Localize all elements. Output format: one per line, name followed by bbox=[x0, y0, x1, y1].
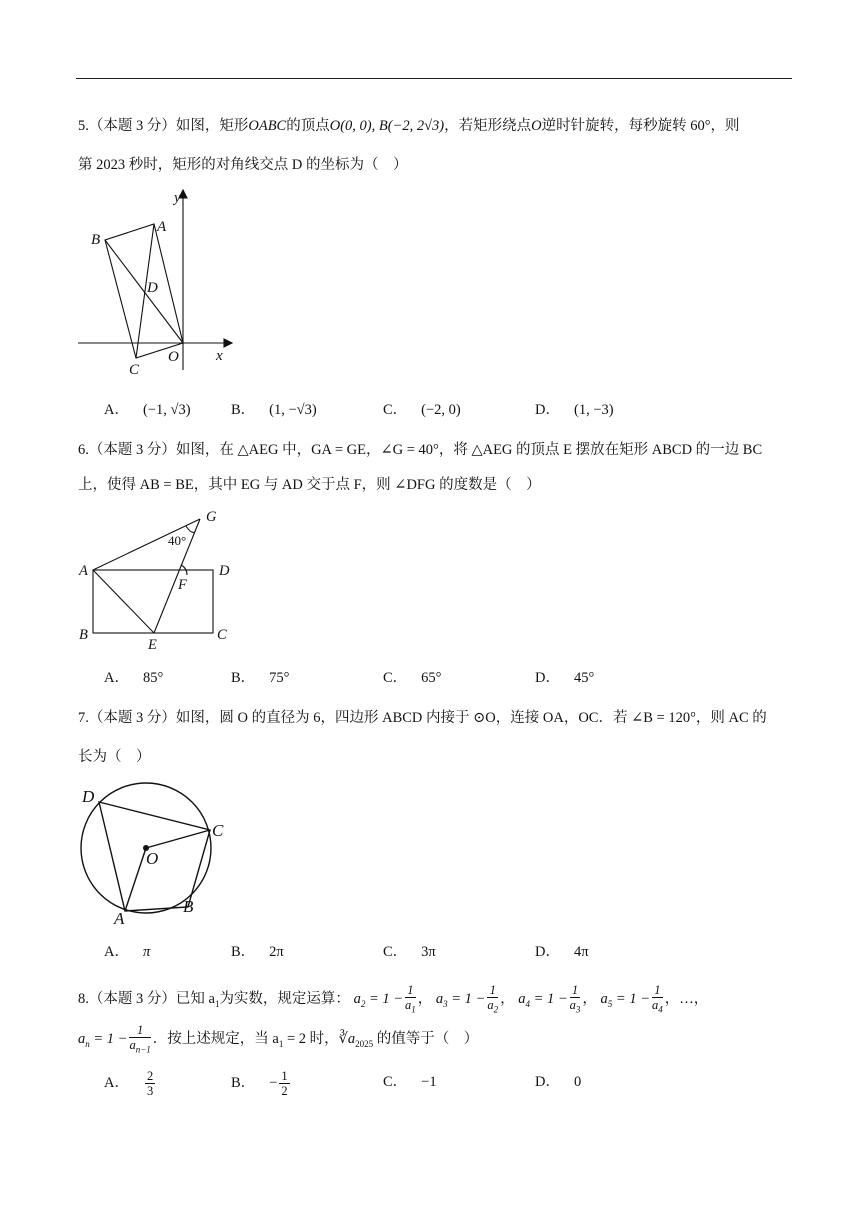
q6-label-a: A bbox=[79, 563, 88, 579]
q7-figure bbox=[70, 780, 240, 935]
q5-text-a: 5.（本题 3 分）如图，矩形 bbox=[78, 118, 249, 134]
q8-formula-a5: $a_5 = 1$ − $\frac{1}{a_4}$ bbox=[600, 982, 663, 1015]
q6-label-angle: 40° bbox=[168, 533, 187, 548]
q7-option-a[interactable]: A． π bbox=[104, 944, 151, 960]
q5-x-arrow bbox=[224, 339, 232, 347]
q8-cube-root: ∛a bbox=[338, 1031, 356, 1047]
q8-text-line1: 8.（本题 3 分）已知 $a_1$为实数，规定运算： $a_2 = 1$ − $\frac{1}{a_1}$ ， $a_3 = 1$ − $\frac{1}{a_2}$ ， $a_4 = 1$ − $\frac{1}{a_3}$ ， $a_5 = 1$ − $\frac{1}{a_4}$ ，…， bbox=[78, 982, 709, 1015]
q8-text-line2: $a_n = 1$ − $\frac{1}{a_{n-1}}$ ．按上述规定，当 $a_1 = 2$ 时，$∛a_{2025}$ 的值等于（ ） bbox=[78, 1022, 479, 1055]
q7-text-line2: 长为（ ） bbox=[78, 749, 151, 765]
q6-text-line2: 上，使得 AB = BE，其中 EG 与 AD 交于点 F，则 ∠DFG 的度数是（ ） bbox=[78, 477, 541, 493]
q6-figure bbox=[75, 505, 245, 655]
q7-text-line1: 7.（本题 3 分）如图，圆 O 的直径为 6，四边形 ABCD 内接于 ⊙O，连接 OA，OC．若 ∠B = 120°，则 AC 的 bbox=[78, 710, 767, 726]
q5-label-d: D bbox=[147, 280, 158, 296]
q5-figure bbox=[70, 180, 250, 380]
q7-label-o: O bbox=[146, 849, 159, 868]
q6-side-ae bbox=[93, 570, 154, 633]
q8-formula-a4: $a_4 = 1$ − $\frac{1}{a_3}$ bbox=[518, 982, 581, 1015]
q7-radius-oc bbox=[146, 830, 210, 848]
q7-radius-oa bbox=[125, 848, 146, 911]
q5-label-o: O bbox=[168, 349, 179, 365]
q7-option-c[interactable]: C． 3π bbox=[383, 944, 436, 960]
q5-label-a: A bbox=[157, 219, 167, 235]
q7-label-d: D bbox=[82, 787, 95, 806]
q7-option-b[interactable]: B． 2π bbox=[231, 944, 284, 960]
q5-text-line2: 第 2023 秒时，矩形的对角线交点 D 的坐标为（ ） bbox=[78, 157, 408, 173]
header-rule bbox=[76, 78, 792, 79]
q8-option-b[interactable]: B． − $\frac{1}{2}$ bbox=[231, 1069, 288, 1099]
q6-label-f: F bbox=[178, 577, 187, 593]
q5-text-b: OABC bbox=[248, 118, 287, 134]
q6-label-b: B bbox=[79, 627, 88, 643]
q6-label-e: E bbox=[148, 637, 157, 653]
q6-option-d[interactable]: D． 45° bbox=[535, 670, 595, 686]
q6-option-a[interactable]: A． 85° bbox=[104, 670, 164, 686]
q5-text-e: ，若矩形绕点 bbox=[444, 118, 532, 134]
q5-option-a[interactable]: A． (−1, √3) bbox=[104, 402, 191, 418]
q8-option-d[interactable]: D． 0 bbox=[535, 1074, 582, 1090]
q6-text-line1: 6.（本题 3 分）如图，在 △AEG 中，GA = GE，∠G = 40°，将 △AEG 的顶点 E 摆放在矩形 ABCD 的一边 BC bbox=[78, 442, 763, 458]
q6-label-g: G bbox=[206, 509, 217, 525]
q6-rectangle bbox=[93, 570, 213, 633]
q6-option-c[interactable]: C． 65° bbox=[383, 670, 442, 686]
q6-label-d: D bbox=[219, 563, 230, 579]
q6-option-b[interactable]: B． 75° bbox=[231, 670, 290, 686]
q5-text-d: O(0, 0), B(−2, 2√3) bbox=[329, 118, 445, 134]
q5-label-y: y bbox=[174, 190, 181, 206]
q8-option-a[interactable]: A． $\frac{2}{3}$ bbox=[104, 1069, 154, 1099]
q6-label-c: C bbox=[217, 627, 227, 643]
q5-text-line1 bbox=[78, 116, 740, 136]
q7-label-a: A bbox=[114, 909, 125, 928]
q5-text-f: O bbox=[531, 118, 542, 134]
q6-angle-arc-g bbox=[186, 526, 195, 532]
q5-label-b: B bbox=[91, 232, 101, 248]
q7-label-c: C bbox=[212, 821, 224, 840]
q7-label-b: B bbox=[183, 897, 194, 916]
q8-option-c[interactable]: C． −1 bbox=[383, 1074, 437, 1090]
q5-text-g: 逆时针旋转，每秒旋转 60°，则 bbox=[541, 118, 740, 134]
q7-option-d[interactable]: D． 4π bbox=[535, 944, 589, 960]
q8-formula-a2: $a_2 = 1$ − $\frac{1}{a_1}$ bbox=[353, 982, 416, 1015]
q5-option-d[interactable]: D． (1, −3) bbox=[535, 402, 614, 418]
q5-diagonal-ob bbox=[105, 240, 183, 343]
q5-label-x: x bbox=[216, 348, 223, 364]
q8-formula-a3: $a_3 = 1$ − $\frac{1}{a_2}$ bbox=[435, 982, 499, 1015]
q8-formula-an: $a_n = 1$ − $\frac{1}{a_{n-1}}$ bbox=[78, 1022, 151, 1055]
q5-option-b[interactable]: B． (1, −√3) bbox=[231, 402, 317, 418]
q5-text-c: 的顶点 bbox=[286, 118, 330, 134]
q5-option-c[interactable]: C． (−2, 0) bbox=[383, 402, 461, 418]
q5-label-c: C bbox=[129, 362, 140, 378]
